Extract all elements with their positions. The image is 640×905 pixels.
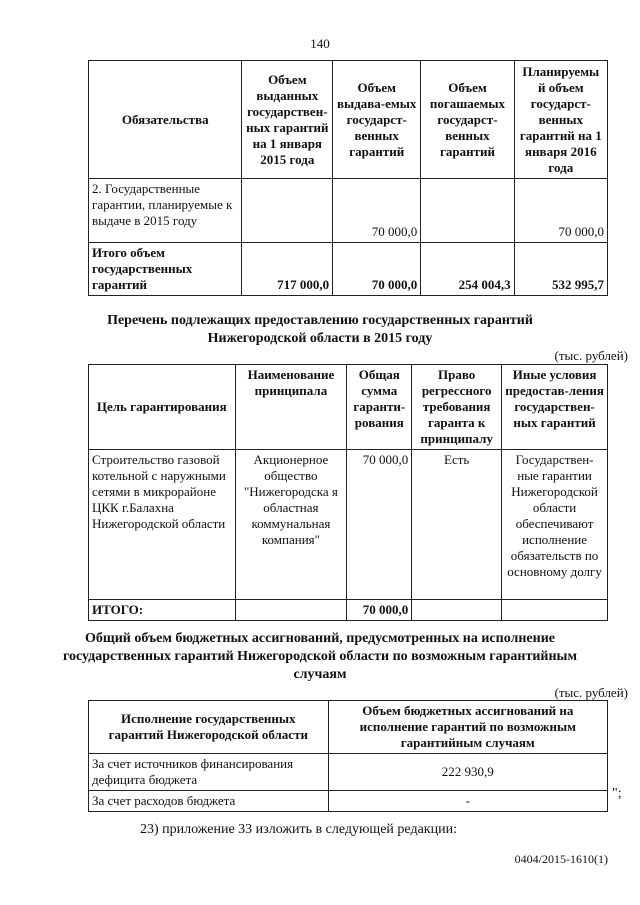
cell-amount: 70 000,0: [347, 450, 412, 600]
row-planned-issued: [242, 179, 333, 243]
header-conditions: Иные условия предостав-ления государствен-ных гарантий: [502, 365, 608, 450]
table-row: [89, 754, 608, 791]
closing-quote: ";: [612, 786, 622, 801]
header-principal: Наименование принципала: [235, 365, 347, 450]
table-row: [89, 450, 608, 600]
total-amount: 70 000,0: [347, 600, 412, 621]
header-repaid: Объем погашаемых государст-венных гарантий: [421, 61, 514, 179]
table-row: [89, 600, 608, 621]
total-empty-conditions: [502, 600, 608, 621]
row-total-label: Итого объем государственных гарантий: [89, 243, 242, 296]
row-financing-value: 222 930,9: [328, 754, 607, 791]
total-label: ИТОГО:: [89, 600, 236, 621]
row-total-issuing: 70 000,0: [333, 243, 421, 296]
row-planned-issuing: 70 000,0: [333, 179, 421, 243]
table-row: [89, 243, 608, 296]
header-regress: Право регрессного требования гаранта к принципалу: [412, 365, 502, 450]
table-header-row: [89, 365, 608, 450]
cell-regress: Есть: [412, 450, 502, 600]
row-financing-label: За счет источников финансирования дефицита бюджета: [89, 754, 329, 791]
total-empty-principal: [235, 600, 347, 621]
row-planned-planned: 70 000,0: [514, 179, 607, 243]
guarantees-list-table: [88, 364, 608, 621]
table-row: [89, 179, 608, 243]
page-number: 140: [310, 36, 330, 51]
budget-allocations-table: [88, 700, 608, 812]
cell-purpose: Строительство газовой котельной с наружными сетями в микрорайоне ЦКК г.Балахна Нижегородской области: [89, 450, 236, 600]
guarantees-summary-table: [88, 60, 608, 296]
table-header-row: [89, 701, 608, 754]
total-empty-regress: [412, 600, 502, 621]
row-planned-repaid: [421, 179, 514, 243]
header-planned: Планируемы й объем государст-венных гарантий на 1 января 2016 года: [514, 61, 607, 179]
header-issued: Объем выданных государствен-ных гарантий на 1 января 2015 года: [242, 61, 333, 179]
row-expenses-value: -: [328, 791, 607, 812]
row-total-issued: 717 000,0: [242, 243, 333, 296]
header-obligations: Обязательства: [89, 61, 242, 179]
section3-units: (тыс. рублей): [554, 685, 628, 700]
cell-principal: Акционерное общество "Нижегородска я областная коммунальная компания": [235, 450, 347, 600]
header-amount: Общая сумма гаранти-рования: [347, 365, 412, 450]
amendment-text: 23) приложение 33 изложить в следующей редакции:: [140, 822, 457, 837]
row-total-planned: 532 995,7: [514, 243, 607, 296]
row-planned-label: 2. Государственные гарантии, планируемые к выдаче в 2015 году: [89, 179, 242, 243]
header-execution: Исполнение государственных гарантий Нижегородской области: [89, 701, 329, 754]
table-row: [89, 791, 608, 812]
header-allocations: Объем бюджетных ассигнований на исполнение гарантий по возможным гарантийным случаям: [328, 701, 607, 754]
section3-title: Общий объем бюджетных ассигнований, предусмотренных на исполнение государственных гарантий Нижегородской области по возможным гарантийным случаям: [62, 631, 577, 682]
section2-units: (тыс. рублей): [554, 348, 628, 363]
section2-title: Перечень подлежащих предоставлению государственных гарантий Нижегородской области в 2015 году: [107, 313, 533, 346]
row-expenses-label: За счет расходов бюджета: [89, 791, 329, 812]
header-issuing: Объем выдава-емых государст-венных гарантий: [333, 61, 421, 179]
table-header-row: [89, 61, 608, 179]
cell-conditions: Государствен-ные гарантии Нижегородской области обеспечивают исполнение обязательств по основному долгу: [502, 450, 608, 600]
document-code: 0404/2015-1610(1): [514, 852, 608, 866]
row-total-repaid: 254 004,3: [421, 243, 514, 296]
header-purpose: Цель гарантирования: [89, 365, 236, 450]
